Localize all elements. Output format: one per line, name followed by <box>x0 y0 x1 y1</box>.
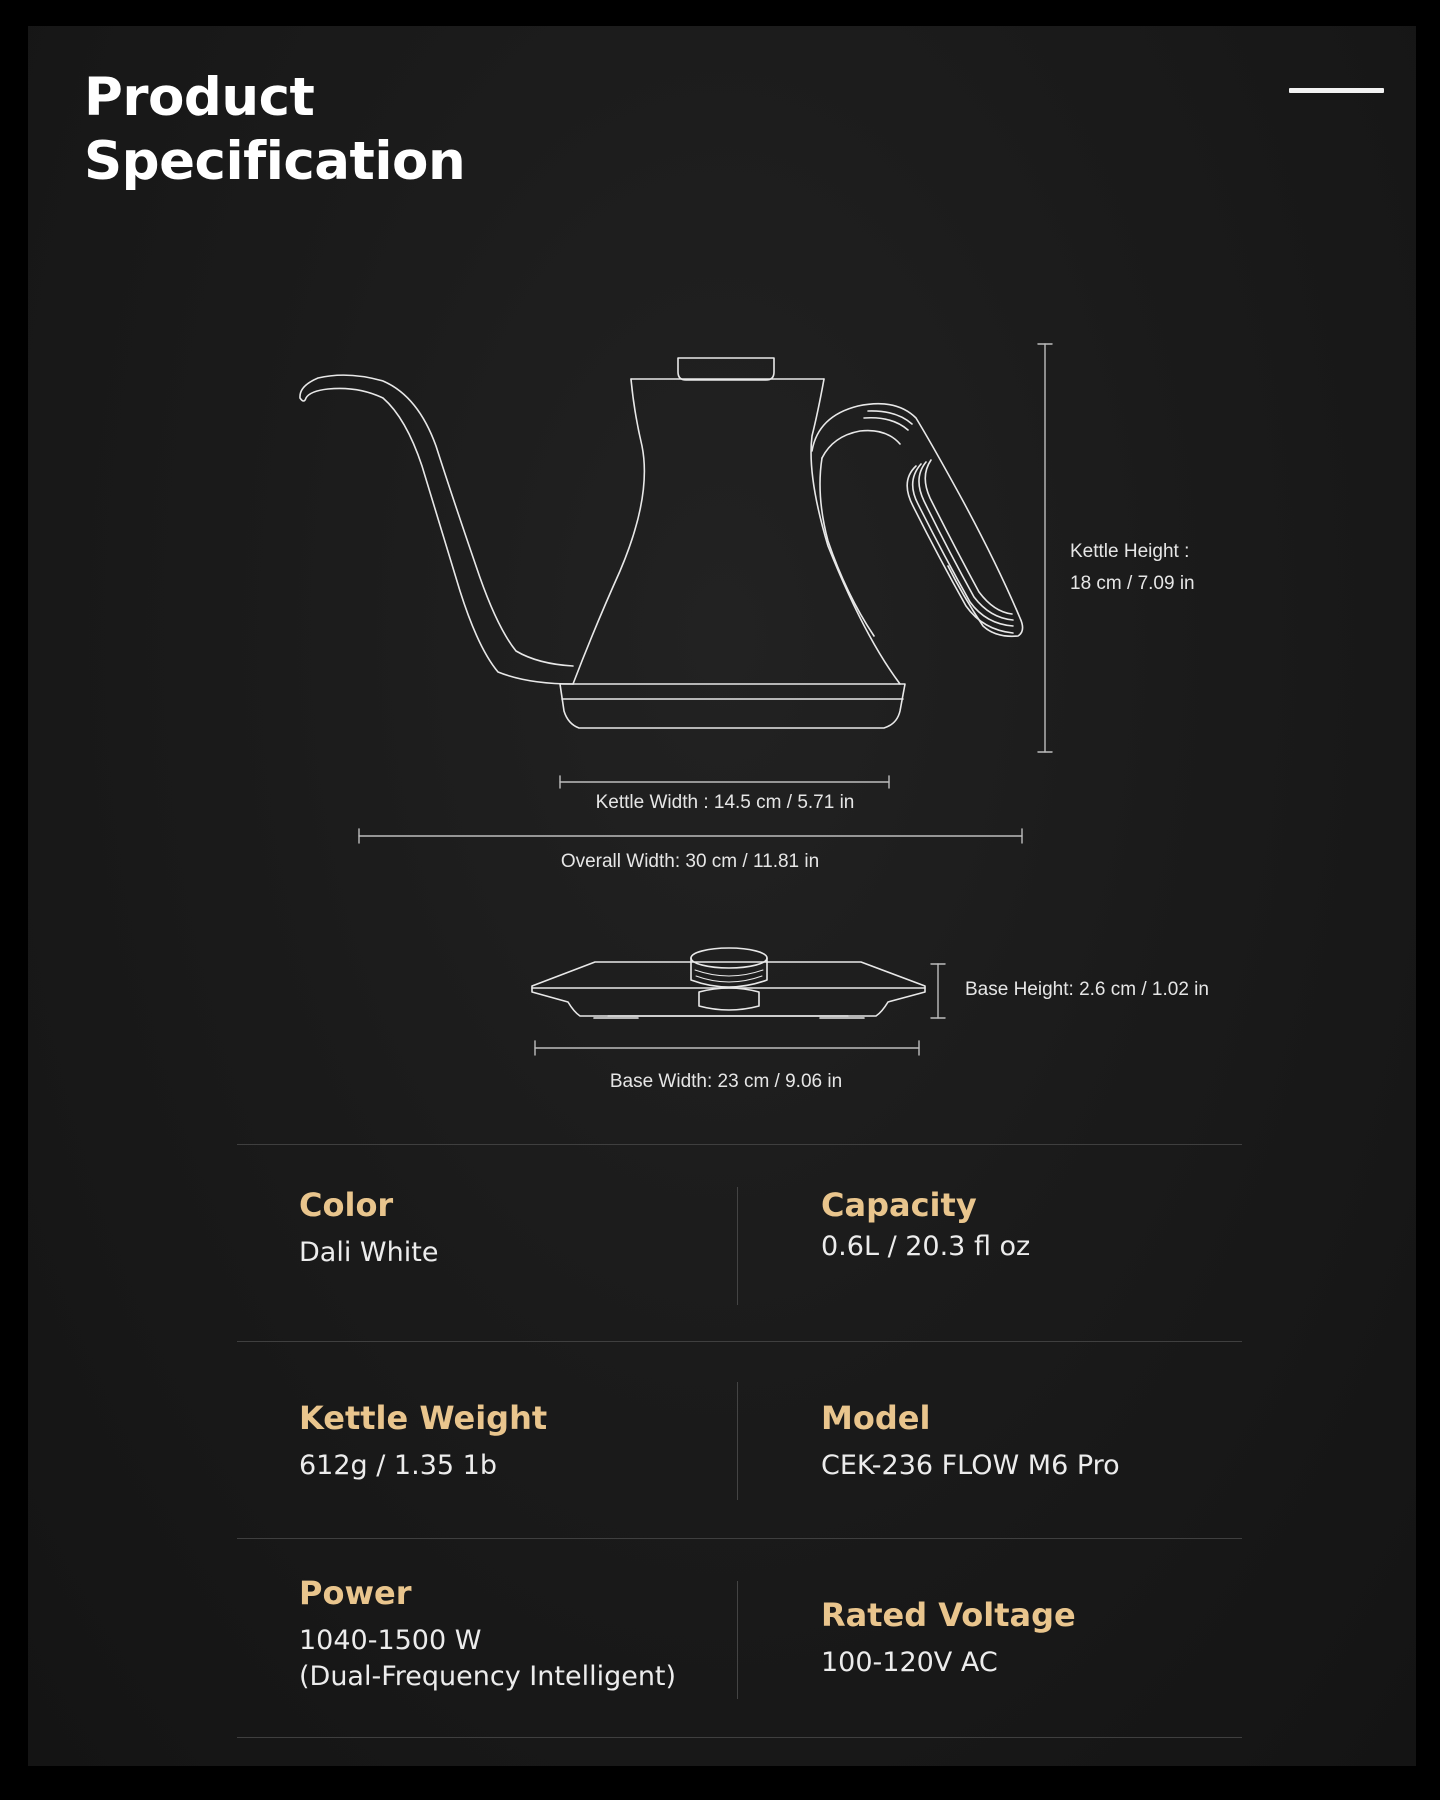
spec-label: Kettle Weight <box>299 1399 548 1437</box>
base-drawing <box>532 948 925 1018</box>
spec-value: Dali White <box>299 1237 439 1268</box>
spec-label: Capacity <box>821 1186 977 1224</box>
kettle-height-line-2: 18 cm / 7.09 in <box>1070 573 1195 594</box>
base-height-marker <box>931 964 945 1018</box>
spec-value-line-1: 1040-1500 W <box>299 1625 482 1656</box>
spec-label: Model <box>821 1399 931 1437</box>
spec-power <box>299 1573 676 1695</box>
overall-width-label: Overall Width: 30 cm / 11.81 in <box>560 851 820 872</box>
overall-width-marker <box>359 829 1022 843</box>
spec-color <box>299 1185 438 1271</box>
spec-voltage <box>821 1595 1076 1681</box>
base-width-marker <box>535 1041 919 1055</box>
column-divider <box>737 1581 738 1699</box>
title-line-2: Specification <box>84 131 466 192</box>
spec-label: Power <box>299 1574 412 1612</box>
spec-value: 100-120V AC <box>821 1647 998 1678</box>
spec-value: 612g / 1.35 1b <box>299 1450 497 1481</box>
kettle-width-marker <box>560 776 889 788</box>
spec-label: Rated Voltage <box>821 1596 1076 1634</box>
spec-value: 0.6L / 20.3 fl oz <box>821 1231 1031 1262</box>
spec-card <box>28 26 1416 1766</box>
spec-row <box>237 1144 1242 1341</box>
column-divider <box>737 1187 738 1305</box>
spec-label: Color <box>299 1186 394 1224</box>
base-height-label: Base Height: 2.6 cm / 1.02 in <box>965 979 1209 1000</box>
title-line-1: Product <box>84 67 315 128</box>
base-width-label: Base Width: 23 cm / 9.06 in <box>609 1071 843 1092</box>
spec-row <box>237 1341 1242 1538</box>
spec-row <box>237 1538 1242 1738</box>
spec-capacity <box>821 1185 1030 1265</box>
spec-model <box>821 1398 1120 1484</box>
kettle-height-line-1: Kettle Height : <box>1070 541 1190 562</box>
kettle-height-label <box>1070 536 1195 600</box>
spec-table <box>237 1144 1242 1738</box>
spec-value <box>299 1623 676 1695</box>
kettle-height-marker <box>1038 344 1052 752</box>
spec-weight <box>299 1398 547 1484</box>
column-divider <box>737 1382 738 1500</box>
spec-value-line-2: (Dual-Frequency Intelligent) <box>299 1661 677 1692</box>
spec-value: CEK-236 FLOW M6 Pro <box>821 1450 1120 1481</box>
kettle-drawing <box>300 358 1023 728</box>
kettle-width-label: Kettle Width : 14.5 cm / 5.71 in <box>595 792 855 813</box>
